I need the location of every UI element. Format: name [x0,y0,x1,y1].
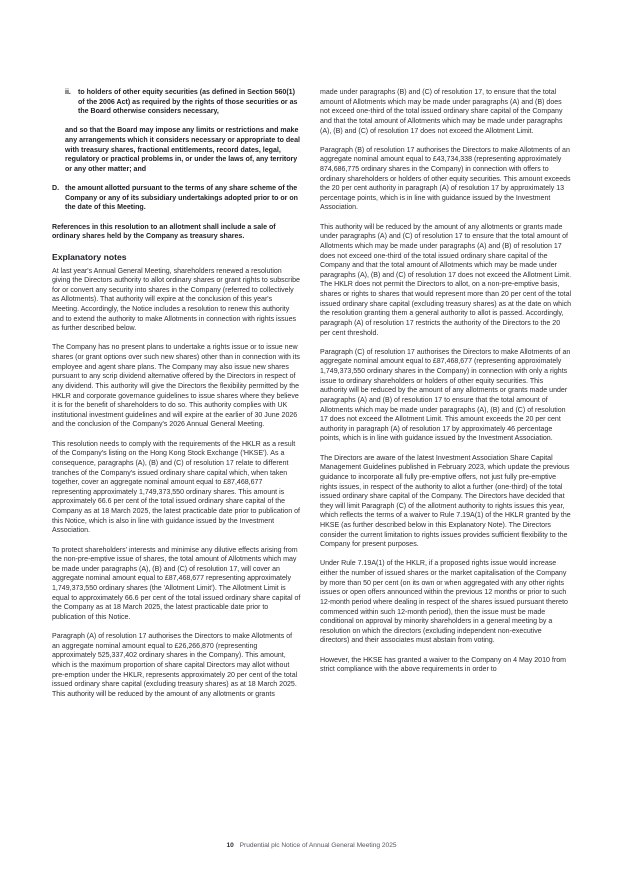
paragraph: At last year's Annual General Meeting, shareholders renewed a resolution giving the Directors authority to allot ordinary shares or grant rights to subscribe for or convert any security into shares in the Company (referred to collectively as Allotments). That authority will expire at the conclusion of this year's Meeting. Accordingly, the Notice includes a resolution to renew this authority and to extend the authority to make Allotments in connection with rights issues as further described below. [52,267,300,333]
paragraph: This authority will be reduced by the amount of any allotments or grants made under paragraphs (A) and (C) of resolution 17 to ensure that the total amount of Allotments which may be made under paragraphs (A) and (B) of resolution 17 does not exceed one-third of the total issued ordinary share capital of the Company and that the total amount of Allotments which may be made under paragraphs (A), (B) and (C) of resolution 17 does not exceed the Allotment Limit. The HKLR does not permit the Directors to allot, on a non-pre-emptive basis, shares or rights to shares that would represent more than 20 per cent of the total issued ordinary share capital (excluding treasury shares) as at the date on which the resolution granting them a general authority to allot is passed. Accordingly, paragraph (A) of resolution 17 restricts the authority of the Directors to the 20 per cent threshold. [320,223,572,337]
list-item-text: to holders of other equity securities (as defined in Section 560(1) of the 2006 Act) as required by the rights of those securities or as the Board otherwise considers necessary, [78,89,298,116]
paragraph: The Directors are aware of the latest Investment Association Share Capital Management Guidelines published in February 2023, which update the previous guidance to incorporate all fully pre-emptive offers, not just fully pre-emptive rights issues, in respect of the authority to allot a further (one-third) of the total issued ordinary share capital of the Company. The Directors have decided that they will limit Paragraph (C) of the allotment authority to rights issues this year, which reflects the terms of a waiver to Rule 7.19A(1) of the HKLR granted by the HKSE (as further described below in this Explanatory Note). The Directors consider the current limitation to rights issues provides sufficient flexibility to the Company for present purposes. [320,454,571,549]
left-column [52,88,301,709]
page-footer [0,842,623,849]
and-so-that-clause: and so that the Board may impose any limits or restrictions and make any arrangements which it considers necessary or appropriate to deal with treasury shares, fractional entitlements, record dates, legal, regulatory or practical problems in, or under the laws of, any territory or any other matter; and [65,127,300,173]
list-item-label: ii. [65,89,71,96]
list-item-label: D. [52,185,60,193]
right-column [320,88,572,685]
paragraph: The Company has no present plans to undertake a rights issue or to issue new shares (or grant options over such new shares) other than in connection with its employee and agent share plans. The Company may also issue new shares pursuant to any scrip dividend alternative offered by the Directors in respect of any dividend. This authority will give the Directors the flexibility permitted by the HKLR and corporate governance guidelines to issue shares where they believe it is for the benefit of shareholders to do so. This authority complies with UK institutional investment guidelines and will expire at the earlier of 30 June 2026 and the conclusion of the Company's 2026 Annual General Meeting. [52,344,300,429]
paragraph: Paragraph (B) of resolution 17 authorises the Directors to make Allotments of an aggregate nominal amount equal to £43,734,338 (representing approximately 874,686,775 ordinary shares in the Company) in connection with offers to ordinary shareholders or holders of other equity securities. This amount exceeds the 20 per cent authority in paragraph (A) of resolution 17 by approximately 13 percentage points, which is in line with guidance issued by the Investment Association. [320,146,571,212]
paragraph: However, the HKSE has granted a waiver to the Company on 4 May 2010 from strict compliance with the above requirements in order to [320,656,566,674]
list-item-text: the amount allotted pursuant to the terms of any share scheme of the Company or any of its subsidiary undertakings adopted prior to or on the date of this Meeting. [65,185,298,212]
paragraph: To protect shareholders' interests and minimise any dilutive effects arising from the non-pre-emptive issue of shares, the total amount of Allotments which may be made under paragraphs (A), (B) and (C) of resolution 17, will cover an aggregate nominal amount equal to £87,468,677 representing approximately 1,749,373,550 ordinary shares (the 'Allotment Limit'). The Allotment Limit is equal to approximately 66.6 per cent of the total issued ordinary share capital of the Company as at 18 March 2025, the latest practicable date prior to publication of this Notice. [52,546,301,621]
page-number: 10 [226,842,234,849]
explanatory-notes-heading: Explanatory notes [52,251,127,262]
paragraph: This resolution needs to comply with the requirements of the HKLR as a result of the Company's listing on the Hong Kong Stock Exchange ('HKSE'). As a consequence, paragraphs (A), (B) and (C) of resolution 17 relate to different tranches of the Company's issued ordinary share capital which, when taken together, cover an aggregate nominal amount equal to £87,468,677 representing approximately 1,749,373,550 ordinary shares. This amount is approximately 66.6 per cent of the total issued ordinary share capital of the Company as at 18 March 2025, the latest practicable date prior to publication of this Notice, which is also in line with guidance issued by the Investment Association. [52,440,300,535]
list-item-ii [52,88,301,117]
paragraph: Paragraph (A) of resolution 17 authorises the Directors to make Allotments of an aggregate nominal amount equal to £26,266,870 (representing approximately 525,337,402 ordinary shares in the Company). This amount, which is the maximum proportion of share capital Directors may allot without pre-emption under the HKLR, represents approximately 20 per cent of the total issued ordinary share capital (excluding treasury shares) as at 18 March 2025. This authority will be reduced by the amount of any allotments or grants [52,633,298,698]
list-item-d [52,184,301,213]
footer-text: Prudential plc Notice of Annual General Meeting 2025 [239,842,397,849]
paragraph: Under Rule 7.19A(1) of the HKLR, if a proposed rights issue would increase either the number of issued shares or the market capitalisation of the Company by more than 50 per cent (on its own or when aggregated with any other rights issues or open offers announced within the previous 12 months or prior to such 12-month period where dealing in respect of the shares issued pursuant thereto commenced within such 12-month period), then the issue must be made conditional on approval by minority shareholders in a general meeting by a resolution on which the directors (excluding independent non-executive directors) and their associates must abstain from voting. [320,560,568,645]
paragraph: made under paragraphs (B) and (C) of resolution 17, to ensure that the total amount of Allotments which may be made under paragraphs (A) and (B) does not exceed one-third of the total issued ordinary share capital of the Company and that the total amount of Allotments which may be made under paragraphs (A), (B) and (C) of resolution 17 does not exceed the Allotment Limit. [320,89,563,135]
paragraph: Paragraph (C) of resolution 17 authorises the Directors to make Allotments of an aggregate nominal amount equal to £87,468,677 (representing approximately 1,749,373,550 ordinary shares in the Company) in connection with only a rights issue to ordinary shareholders or holders of other equity securities. This authority will be reduced by the amount of any allotments or grants made under paragraphs (A) and (B) of resolution 17 to ensure that the total amount of Allotments which may be made under paragraphs (A), (B) and (C) of resolution 17 does not exceed the Allotment Limit. This amount exceeds the 20 per cent authority in paragraph (A) of resolution 17 by approximately 46 percentage points, which is in line with guidance issued by the Investment Association. [320,348,571,443]
references-paragraph: References in this resolution to an allotment shall include a sale of ordinary shares held by the Company as treasury shares. [52,223,276,241]
